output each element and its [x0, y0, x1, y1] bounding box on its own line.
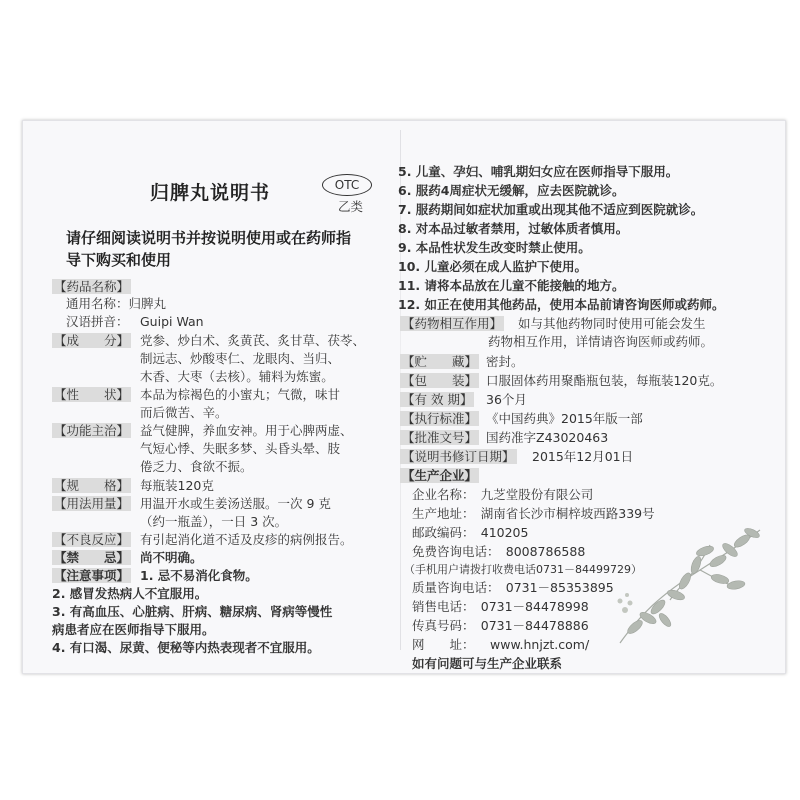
- standard-value: 《中国药典》2015年版一部: [486, 411, 643, 426]
- fax-number: 传真号码： 0731－84478886: [412, 618, 589, 633]
- production-address: 生产地址： 湖南省长沙市桐梓坡西路339号: [412, 506, 655, 521]
- sales-phone: 销售电话： 0731－84478998: [412, 599, 589, 614]
- storage-label: 【贮 藏】: [402, 354, 478, 369]
- page-title: 归脾丸说明书: [150, 182, 271, 204]
- character-line2: 而后微苦、辛。: [140, 405, 228, 420]
- caution-item-1: 1. 忌不易消化食物。: [140, 568, 258, 583]
- ingredients-line2: 制远志、炒酸枣仁、龙眼肉、当归、: [140, 351, 341, 366]
- quality-phone: 质量咨询电话： 0731－85353895: [412, 580, 614, 595]
- package-value: 口服固体药用聚酯瓶包装，每瓶装120克。: [486, 373, 723, 388]
- standard-label: 【执行标准】: [402, 411, 478, 426]
- caution-item-6: 6. 服药4周症状无缓解，应去医院就诊。: [398, 183, 625, 198]
- usage-line2: （约一瓶盖），一日 3 次。: [140, 514, 288, 529]
- package-label: 【包 装】: [402, 373, 478, 388]
- caution-item-2: 2. 感冒发热病人不宜服用。: [52, 586, 208, 601]
- caution-item-12: 12. 如正在使用其他药品，使用本品前请咨询医师或药师。: [398, 297, 725, 312]
- generic-name: 通用名称：归脾丸: [66, 296, 167, 311]
- reading-notice-line1: 请仔细阅读说明书并按说明使用或在药师指: [66, 229, 352, 247]
- revision-label: 【说明书修订日期】: [402, 449, 515, 464]
- caution-item-10: 10. 儿童必须在成人监护下使用。: [398, 259, 587, 274]
- approval-label: 【批准文号】: [402, 430, 478, 445]
- plant-illustration-icon: [600, 515, 765, 645]
- pinyin-value: Guipi Wan: [140, 314, 204, 329]
- caution-item-5: 5. 儿童、孕妇、哺乳期妇女应在医师指导下服用。: [398, 164, 679, 179]
- caution-item-11: 11. 请将本品放在儿童不能接触的地方。: [398, 278, 625, 293]
- interaction-label: 【药物相互作用】: [402, 316, 503, 331]
- adverse-label: 【不良反应】: [54, 532, 130, 547]
- contact-note: 如有问题可与生产企业联系: [412, 656, 563, 671]
- website-value: www.hnjzt.com/: [490, 637, 590, 652]
- caution-item-9: 9. 本品性状发生改变时禁止使用。: [398, 240, 591, 255]
- function-line2: 气短心悸、失眠多梦、头昏头晕、肢: [140, 441, 341, 456]
- ingredients-label: 【成 分】: [54, 333, 130, 348]
- usage-label: 【用法用量】: [54, 496, 130, 511]
- free-hotline: 免费咨询电话： 8008786588: [412, 544, 586, 559]
- spec-label: 【规 格】: [54, 478, 130, 493]
- approval-value: 国药准字Z43020463: [486, 430, 609, 445]
- interaction-line2: 药物相互作用，详情请咨询医师或药师。: [488, 334, 714, 349]
- contra-value: 尚不明确。: [140, 550, 203, 565]
- caution-item-4: 4. 有口渴、尿黄、便秘等内热表现者不宜服用。: [52, 640, 320, 655]
- function-line1: 益气健脾，养血安神。用于心脾两虚、: [140, 423, 353, 438]
- caution-item-3a: 3. 有高血压、心脏病、肝病、糖尿病、肾病等慢性: [52, 604, 333, 619]
- usage-line1: 用温开水或生姜汤送服。一次 9 克: [140, 496, 331, 511]
- drug-name-label: 【药品名称】: [54, 279, 130, 294]
- ingredients-line1: 党参、炒白术、炙黄芪、炙甘草、茯苓、: [140, 333, 366, 348]
- otc-category: 乙类: [338, 199, 364, 214]
- adverse-value: 有引起消化道不适及皮疹的病例报告。: [140, 532, 353, 547]
- reading-notice-line2: 导下购买和使用: [66, 251, 172, 269]
- spec-value: 每瓶装120克: [140, 478, 214, 493]
- maker-label: 【生产企业】: [402, 468, 478, 483]
- function-label: 【功能主治】: [54, 423, 130, 438]
- character-line1: 本品为棕褐色的小蜜丸；气微，味甘: [140, 387, 341, 402]
- caution-item-8: 8. 对本品过敏者禁用，过敏体质者慎用。: [398, 221, 629, 236]
- caution-item-3b: 病患者应在医师指导下服用。: [52, 622, 215, 637]
- interaction-line1: 如与其他药物同时使用可能会发生: [518, 316, 706, 331]
- validity-value: 36个月: [486, 392, 527, 407]
- website-label: 网 址：: [412, 637, 475, 652]
- caution-item-7: 7. 服药期间如症状加重或出现其他不适应到医院就诊。: [398, 202, 704, 217]
- pinyin-label: 汉语拼音：: [66, 314, 129, 329]
- ingredients-line3: 木香、大枣（去核）。辅料为炼蜜。: [140, 369, 334, 384]
- storage-value: 密封。: [486, 354, 524, 369]
- postcode: 邮政编码： 410205: [412, 525, 529, 540]
- revision-value: 2015年12月01日: [532, 449, 634, 464]
- company-name: 企业名称： 九芝堂股份有限公司: [412, 487, 594, 502]
- function-line3: 倦乏力、食欲不振。: [140, 459, 253, 474]
- contra-label: 【禁 忌】: [54, 550, 130, 565]
- character-label: 【性 状】: [54, 387, 130, 402]
- caution-label: 【注意事项】: [54, 568, 130, 583]
- hotline-note: （手机用户请拨打收费电话0731－84499729）: [404, 563, 642, 576]
- otc-badge: OTC: [322, 174, 372, 196]
- validity-label: 【有 效 期】: [402, 392, 473, 407]
